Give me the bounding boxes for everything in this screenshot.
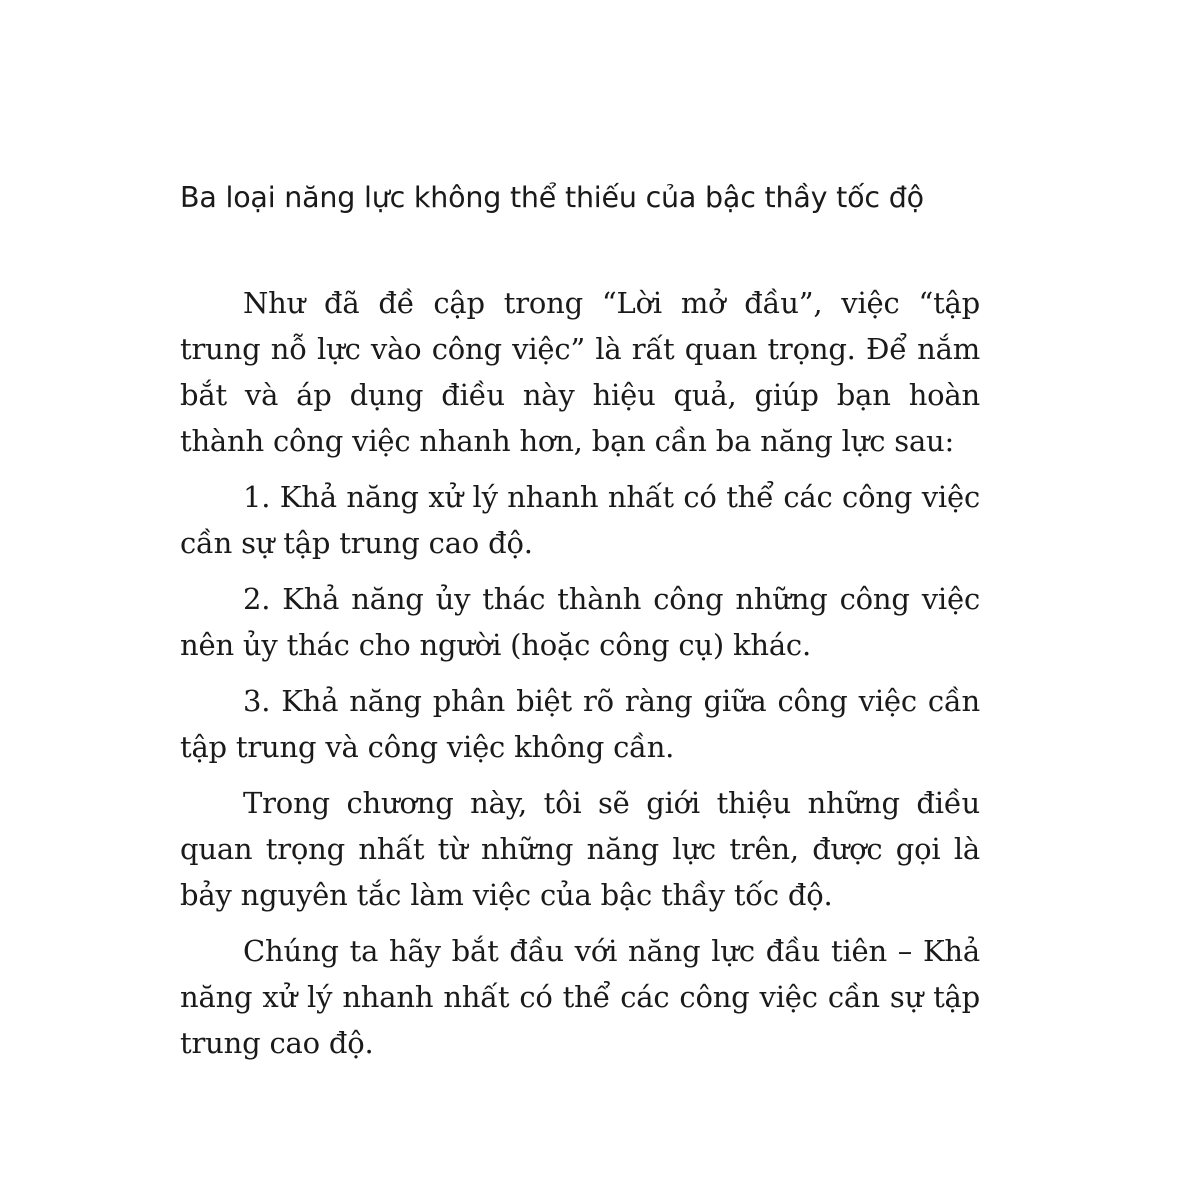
paragraph-start: Chúng ta hãy bắt đầu với năng lực đầu tiên – Khả năng xử lý nhanh nhất có thể các công việc cần sự tập trung cao độ. — [180, 934, 980, 1060]
list-item-2: 2. Khả năng ủy thác thành công những công việc nên ủy thác cho người (hoặc công cụ) khác. — [180, 582, 980, 662]
paragraph-chapter-intro: Trong chương này, tôi sẽ giới thiệu những điều quan trọng nhất từ những năng lực trên, được gọi là bảy nguyên tắc làm việc của bậc thầy tốc độ. — [180, 786, 980, 912]
section-heading: Ba loại năng lực không thể thiếu của bậc thầy tốc độ — [180, 181, 924, 214]
list-item-1: 1. Khả năng xử lý nhanh nhất có thể các công việc cần sự tập trung cao độ. — [180, 480, 980, 560]
paragraph-intro: Như đã đề cập trong “Lời mở đầu”, việc “tập trung nỗ lực vào công việc” là rất quan trọng. Để nắm bắt và áp dụng điều này hiệu quả, giúp bạn hoàn thành công việc nhanh hơn, bạn cần ba năng lực sau: — [180, 286, 980, 458]
document-page — [180, 176, 980, 1076]
list-item-3: 3. Khả năng phân biệt rõ ràng giữa công việc cần tập trung và công việc không cần. — [180, 684, 980, 764]
